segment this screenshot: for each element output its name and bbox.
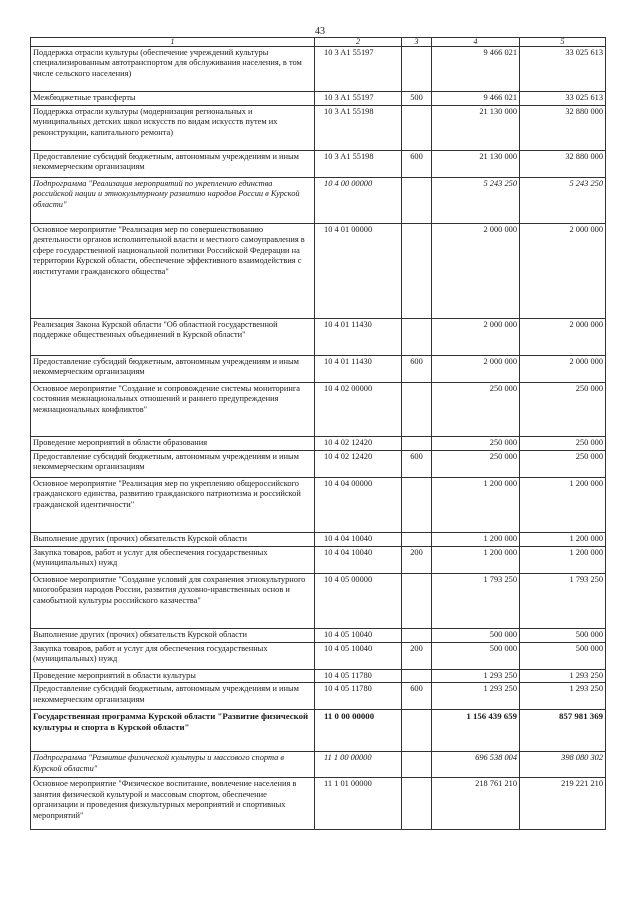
row-sum1-cell: 1 293 250 [432,683,520,710]
row-sum2-cell: 857 981 369 [520,710,606,752]
row-code-cell: 10 3 A1 55198 [315,106,402,151]
row-sum2-cell: 1 200 000 [520,533,606,547]
row-name-cell: Подпрограмма "Реализация мероприятий по укреплению единства российской нации и этнокультурному развитию народов России в Курской области" [31,178,315,224]
row-type-cell: 600 [402,683,432,710]
row-sum1-cell: 2 000 000 [432,319,520,356]
row-type-cell [402,629,432,643]
row-name-cell: Предоставление субсидий бюджетным, автономным учреждениям и иным некоммерческим организациям [31,356,315,383]
row-type-cell [402,224,432,319]
table-row [31,478,606,533]
row-code-cell: 10 4 05 10040 [315,629,402,643]
row-sum1-cell: 1 200 000 [432,478,520,533]
row-code-cell: 10 4 05 11780 [315,670,402,683]
row-sum1-cell: 500 000 [432,643,520,670]
row-type-cell: 600 [402,451,432,478]
table-row [31,106,606,151]
row-sum2-cell: 219 221 210 [520,778,606,830]
row-sum1-cell: 250 000 [432,383,520,437]
table-row [31,451,606,478]
row-code-cell: 10 4 02 12420 [315,437,402,451]
row-code-cell: 10 4 05 10040 [315,643,402,670]
row-code-cell: 11 1 01 00000 [315,778,402,830]
row-sum1-cell: 9 466 021 [432,92,520,106]
table-row [31,178,606,224]
row-sum2-cell: 1 293 250 [520,670,606,683]
table-row [31,710,606,752]
row-code-cell: 10 3 A1 55198 [315,151,402,178]
row-sum2-cell: 1 793 250 [520,574,606,629]
row-sum1-cell: 218 761 210 [432,778,520,830]
row-name-cell: Государственная программа Курской области "Развитие физической культуры и спорта в Курской области" [31,710,315,752]
row-name-cell: Выполнение других (прочих) обязательств Курской области [31,533,315,547]
row-code-cell: 10 4 02 00000 [315,383,402,437]
table-row [31,437,606,451]
row-sum2-cell: 500 000 [520,629,606,643]
row-sum2-cell: 2 000 000 [520,319,606,356]
row-code-cell: 11 0 00 00000 [315,710,402,752]
table-row [31,683,606,710]
row-sum2-cell: 2 000 000 [520,356,606,383]
row-sum1-cell: 9 466 021 [432,47,520,92]
row-code-cell: 10 4 01 11430 [315,356,402,383]
row-name-cell: Подпрограмма "Развитие физической культуры и массового спорта в Курской области" [31,752,315,778]
row-type-cell [402,670,432,683]
row-type-cell [402,778,432,830]
column-header: 1 [31,38,315,47]
row-sum1-cell: 2 000 000 [432,224,520,319]
row-name-cell: Закупка товаров, работ и услуг для обеспечения государственных (муниципальных) нужд [31,547,315,574]
row-name-cell: Проведение мероприятий в области образования [31,437,315,451]
row-name-cell: Основное мероприятие "Создание условий для сохранения этнокультурного многообразия народов России, развития духовно-нравственных основ и самобытной культуры российского казачества" [31,574,315,629]
budget-table [30,37,606,830]
table-row [31,92,606,106]
row-sum1-cell: 1 793 250 [432,574,520,629]
row-sum2-cell: 1 200 000 [520,547,606,574]
row-name-cell: Основное мероприятие "Физическое воспитание, вовлечение населения в занятия физической культурой и массовым спортом, обеспечение организации и проведения физкультурных мероприятий и спортивных мероприятий" [31,778,315,830]
row-type-cell [402,533,432,547]
row-code-cell: 10 4 00 00000 [315,178,402,224]
row-name-cell: Проведение мероприятий в области культуры [31,670,315,683]
row-sum1-cell: 1 200 000 [432,533,520,547]
row-type-cell: 600 [402,356,432,383]
row-type-cell: 200 [402,643,432,670]
column-header-row [31,38,606,47]
row-sum2-cell: 5 243 250 [520,178,606,224]
table-row [31,151,606,178]
table-row [31,752,606,778]
row-name-cell: Основное мероприятие "Реализация мер по совершенствованию деятельности органов исполнительной власти и местного самоуправления в сфере государственной национальной политики Российской Федерации на территории Курской области, обеспечение эффективного взаимодействия с институтами гражданского общества" [31,224,315,319]
row-sum1-cell: 250 000 [432,451,520,478]
row-type-cell [402,178,432,224]
row-sum2-cell: 398 080 302 [520,752,606,778]
row-sum1-cell: 5 243 250 [432,178,520,224]
row-code-cell: 10 4 01 11430 [315,319,402,356]
row-code-cell: 10 3 A1 55197 [315,92,402,106]
column-header: 3 [402,38,432,47]
row-type-cell: 200 [402,547,432,574]
row-type-cell [402,383,432,437]
row-code-cell: 10 4 01 00000 [315,224,402,319]
column-header: 5 [520,38,606,47]
row-type-cell [402,47,432,92]
row-code-cell: 10 4 05 11780 [315,683,402,710]
row-name-cell: Предоставление субсидий бюджетным, автономным учреждениям и иным некоммерческим организациям [31,683,315,710]
table-row [31,47,606,92]
row-type-cell [402,478,432,533]
row-name-cell: Основное мероприятие "Создание и сопровождение системы мониторинга состояния межнациональных отношений и раннего предупреждения межнациональных конфликтов" [31,383,315,437]
row-sum2-cell: 33 025 613 [520,47,606,92]
row-type-cell [402,319,432,356]
row-type-cell: 600 [402,151,432,178]
row-sum2-cell: 1 293 250 [520,683,606,710]
column-header: 4 [432,38,520,47]
table-row [31,629,606,643]
row-sum2-cell: 32 880 000 [520,106,606,151]
row-code-cell: 10 3 A1 55197 [315,47,402,92]
table-row [31,533,606,547]
row-type-cell [402,752,432,778]
row-name-cell: Поддержка отрасли культуры (обеспечение учреждений культуры специализированным автотранспортом для обслуживания населения, в том числе сельского населения) [31,47,315,92]
row-sum1-cell: 250 000 [432,437,520,451]
table-row [31,643,606,670]
row-sum2-cell: 32 880 000 [520,151,606,178]
row-code-cell: 10 4 04 00000 [315,478,402,533]
row-name-cell: Выполнение других (прочих) обязательств Курской области [31,629,315,643]
table-row [31,319,606,356]
row-code-cell: 10 4 02 12420 [315,451,402,478]
row-name-cell: Предоставление субсидий бюджетным, автономным учреждениям и иным некоммерческим организациям [31,451,315,478]
row-code-cell: 10 4 04 10040 [315,547,402,574]
row-sum2-cell: 250 000 [520,451,606,478]
row-sum2-cell: 250 000 [520,437,606,451]
row-name-cell: Поддержка отрасли культуры (модернизация региональных и муниципальных детских школ искусств по видам искусств путем их реконструкции, капитального ремонта) [31,106,315,151]
row-type-cell [402,574,432,629]
row-sum1-cell: 1 293 250 [432,670,520,683]
row-name-cell: Закупка товаров, работ и услуг для обеспечения государственных (муниципальных) нужд [31,643,315,670]
row-type-cell [402,106,432,151]
table-row [31,778,606,830]
table-row [31,574,606,629]
row-type-cell [402,437,432,451]
row-code-cell: 10 4 05 00000 [315,574,402,629]
row-sum1-cell: 696 538 004 [432,752,520,778]
table-row [31,224,606,319]
row-name-cell: Основное мероприятие "Реализация мер по укреплению общероссийского гражданского единства, развитию гражданского патриотизма и российской гражданской идентичности" [31,478,315,533]
page-number: 43 [315,26,325,37]
table-row [31,356,606,383]
row-sum1-cell: 21 130 000 [432,106,520,151]
row-type-cell: 500 [402,92,432,106]
row-sum1-cell: 2 000 000 [432,356,520,383]
row-name-cell: Реализация Закона Курской области "Об областной государственной поддержке общественных объединений в Курской области" [31,319,315,356]
row-code-cell: 11 1 00 00000 [315,752,402,778]
row-sum2-cell: 1 200 000 [520,478,606,533]
row-sum1-cell: 1 156 439 659 [432,710,520,752]
row-sum1-cell: 500 000 [432,629,520,643]
row-name-cell: Межбюджетные трансферты [31,92,315,106]
row-type-cell [402,710,432,752]
column-header: 2 [315,38,402,47]
row-sum2-cell: 500 000 [520,643,606,670]
table-row [31,383,606,437]
row-name-cell: Предоставление субсидий бюджетным, автономным учреждениям и иным некоммерческим организациям [31,151,315,178]
row-code-cell: 10 4 04 10040 [315,533,402,547]
row-sum2-cell: 33 025 613 [520,92,606,106]
table-row [31,670,606,683]
table-row [31,547,606,574]
row-sum1-cell: 1 200 000 [432,547,520,574]
row-sum2-cell: 250 000 [520,383,606,437]
row-sum2-cell: 2 000 000 [520,224,606,319]
row-sum1-cell: 21 130 000 [432,151,520,178]
